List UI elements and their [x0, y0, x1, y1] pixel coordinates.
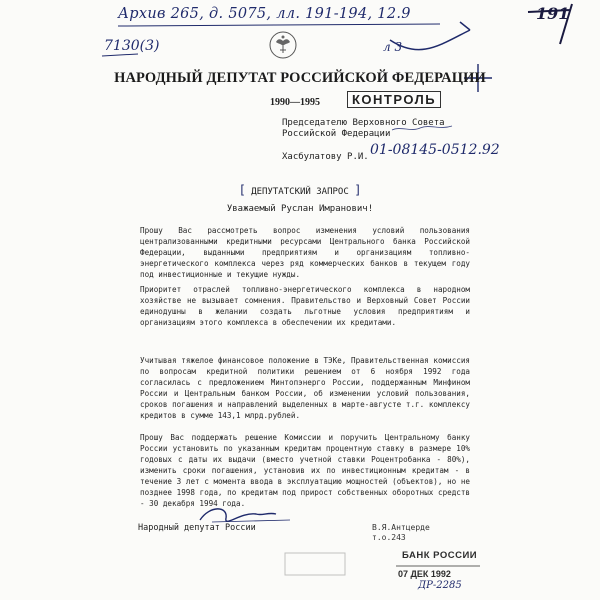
bank-stamp-name: БАНК РОССИИ [402, 550, 478, 561]
incoming-number: 01-08145-0512.92 [370, 142, 500, 158]
addressee-line-2: Российской Федерации [282, 129, 391, 139]
body-paragraph: Учитывая тяжелое финансовое положение в ТЭКе, Правительственная комиссия по вопросам кредитной политики решением от 6 ноября 1992 года согласилась с предложением Минтопэнерго России, поддержанным Минфином России и Центральным банком России, об изменении условий пользования, сроков погашения и направлений выделенных в марте-августе т.г. комплексу кредитов в сумме 143,1 млрд.рублей. [140, 356, 470, 420]
body-paragraph: Приоритет отраслей топливно-энергетического комплекса в народном хозяйстве не вызывает сомнения. Правительство и Верховный Совет России единодушны в желании создать льготные условия предприятиям и организациям этого комплекса в обеспечении их кредитами. [140, 285, 470, 327]
bracket-right-icon: ] [354, 183, 362, 197]
letterhead-title: НАРОДНЫЙ ДЕПУТАТ РОССИЙСКОЙ ФЕДЕРАЦИИ [114, 70, 486, 86]
sheet-count: л 3 [383, 40, 403, 54]
page-number: 191 [536, 4, 570, 23]
signature-name: В.Я.Антцерде [372, 523, 430, 532]
request-title-text: ДЕПУТАТСКИЙ ЗАПРОС [251, 187, 349, 197]
addressee-line-3: Хасбулатову Р.И. [282, 152, 369, 162]
letterhead-years: 1990—1995 [270, 97, 320, 108]
state-emblem-icon [268, 30, 298, 60]
bank-stamp-date: 07 ДЕК 1992 [398, 569, 451, 579]
body-paragraph: Прошу Вас рассмотреть вопрос изменения условий пользования централизованными кредитными ресурсами Центрального банка Российской Федерации, выданными предприятиям и организациям топливно-энергетического комплекса через ряд коммерческих банков в текущем году под инвестиционные и текущие нужды. [140, 226, 470, 279]
registry-number: 7130(3) [104, 38, 160, 54]
control-stamp: КОНТРОЛЬ [347, 91, 441, 108]
salutation: Уважаемый Руслан Имранович! [226, 204, 374, 214]
bank-stamp-number: ДР-2285 [418, 580, 462, 591]
signature-label: Народный депутат России [138, 523, 256, 533]
signature-district: т.о.243 [372, 533, 406, 542]
request-title [0, 183, 600, 197]
addressee-line-1: Председателю Верховного Совета [282, 118, 445, 128]
body-paragraph: Прошу Вас поддержать решение Комиссии и поручить Центральному банку России установить по указанным кредитам процентную ставку в размере 10% годовых с даты их выдачи (вместо учетной ставки Роцентробанка - 80%), изменить сроки погашения, установив их по инвестиционным кредитам - в течение 3 лет с момента ввода в эксплуатацию мощностей (объектов), но не позднее 1998 года, по кредитам под прирост собственных оборотных средств - 30 декабря 1994 года. [140, 433, 470, 508]
bracket-left-icon: [ [238, 183, 246, 197]
archive-note: Архив 265, д. 5075, лл. 191-194, 12.9 [118, 6, 411, 22]
